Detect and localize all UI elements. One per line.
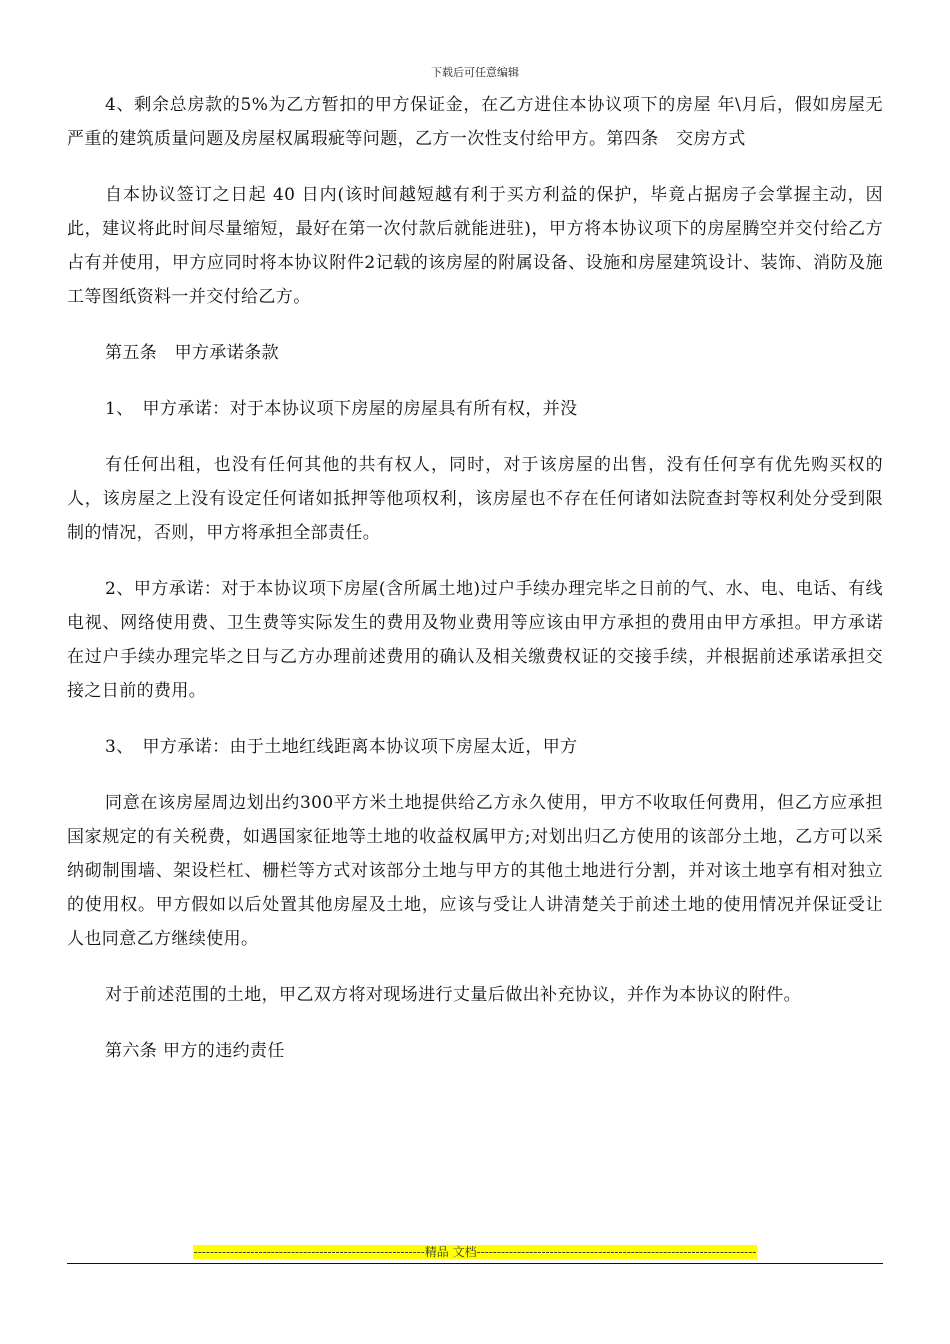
paragraph-promise-1-body: 有任何出租，也没有任何其他的共有权人，同时，对于该房屋的出售，没有任何享有优先购买权的人，该房屋之上没有设定任何诸如抵押等他项权利，该房屋也不存在任何诸如法院查封等权利处分受到限制的情况，否则，甲方将承担全部责任。	[67, 455, 883, 543]
footer-divider	[67, 1263, 883, 1264]
paragraph-supplementary-agreement: 对于前述范围的土地，甲乙双方将对现场进行丈量后做出补充协议，并作为本协议的附件。	[105, 985, 801, 1005]
section-heading-article-5: 第五条 甲方承诺条款	[105, 343, 279, 363]
paragraph-promise-3-body: 同意在该房屋周边划出约300平方米土地提供给乙方永久使用，甲方不收取任何费用，但乙方应承担国家规定的有关税费，如遇国家征地等土地的收益权属甲方;对划出归乙方使用的该部分土地，乙方可以采纳砌制围墙、架设栏杠、栅栏等方式对该部分土地与甲方的其他土地进行分割，并对该土地享有相对独立的使用权。甲方假如以后处置其他房屋及土地，应该与受让人讲清楚关于前述土地的使用情况并保证受让人也同意乙方继续使用。	[67, 793, 883, 949]
footer-banner-text: ---------------------------------------------------------精品 文档---------------------------------------------------------------------	[193, 1245, 757, 1259]
paragraph-deposit-clause: 4、剩余总房款的5%为乙方暂扣的甲方保证金，在乙方进住本协议项下的房屋 年\月后，假如房屋无严重的建筑质量问题及房屋权属瑕疵等问题，乙方一次性支付给甲方。第四条 交房方式	[67, 95, 883, 149]
footer-banner	[0, 1244, 950, 1260]
document-body	[67, 88, 883, 1090]
paragraph-promise-2: 2、甲方承诺：对于本协议项下房屋(含所属土地)过户手续办理完毕之日前的气、水、电、电话、有线电视、网络使用费、卫生费等实际发生的费用及物业费用等应该由甲方承担的费用由甲方承担。甲方承诺在过户手续办理完毕之日与乙方办理前述费用的确认及相关缴费权证的交接手续，并根据前述承诺承担交接之日前的费用。	[67, 579, 883, 701]
paragraph-handover-terms: 自本协议签订之日起 40 日内(该时间越短越有利于买方利益的保护，毕竟占据房子会掌握主动，因此，建议将此时间尽量缩短，最好在第一次付款后就能进驻)，甲方将本协议项下的房屋腾空并交付给乙方占有并使用，甲方应同时将本协议附件2记载的该房屋的附属设备、设施和房屋建筑设计、装饰、消防及施工等图纸资料一并交付给乙方。	[67, 185, 883, 307]
paragraph-promise-3-start: 3、 甲方承诺：由于土地红线距离本协议项下房屋太近，甲方	[105, 737, 578, 757]
paragraph-promise-1-start: 1、 甲方承诺：对于本协议项下房屋的房屋具有所有权，并没	[105, 399, 578, 419]
page-header-note: 下载后可任意编辑	[431, 66, 519, 79]
section-heading-article-6: 第六条 甲方的违约责任	[105, 1041, 285, 1061]
